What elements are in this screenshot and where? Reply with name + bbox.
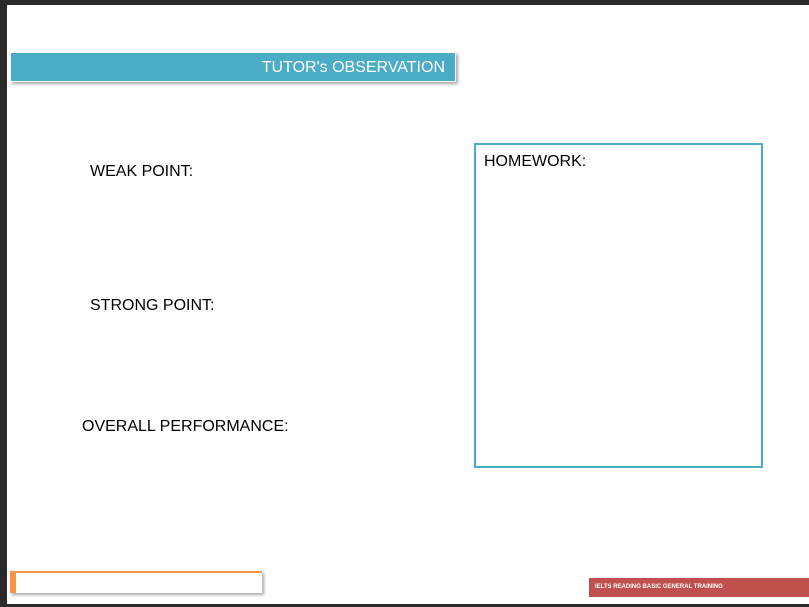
slide	[7, 5, 809, 604]
homework-box	[474, 143, 763, 468]
slide-title: TUTOR's OBSERVATION	[261, 59, 445, 76]
weak-point-label: WEAK POINT:	[90, 163, 194, 180]
title-banner	[10, 52, 456, 82]
homework-label: HOMEWORK:	[484, 153, 587, 170]
footer-accent-bar	[10, 571, 262, 593]
footer-badge	[589, 578, 809, 597]
strong-point-label: STRONG POINT:	[90, 297, 215, 314]
footer-text: IELTS READING BASIC GENERAL TRAINING	[595, 584, 723, 590]
overall-performance-label: OVERALL PERFORMANCE:	[82, 418, 289, 435]
